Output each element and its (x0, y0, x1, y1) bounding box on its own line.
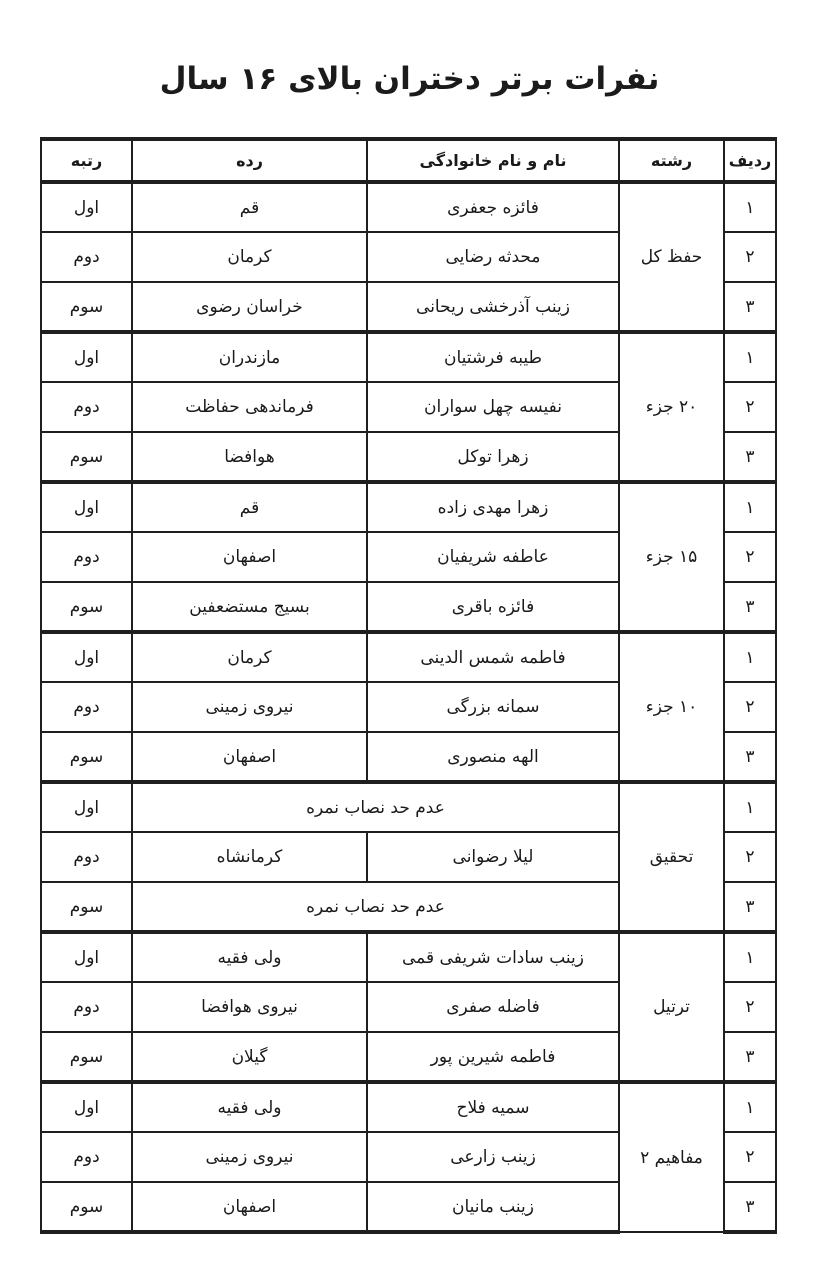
cell-unit: فرماندهی حفاظت (132, 382, 367, 432)
cell-full-name: زینب سادات شریفی قمی (367, 932, 619, 982)
cell-rank: اول (41, 632, 132, 682)
table-row (41, 632, 776, 682)
cell-full-name: الهه منصوری (367, 732, 619, 782)
top-performers-table (40, 137, 777, 1234)
cell-full-name: طیبه فرشتیان (367, 332, 619, 382)
cell-rank: سوم (41, 882, 132, 932)
cell-discipline: ۱۵ جزء (619, 482, 724, 632)
cell-radif: ۱ (724, 932, 776, 982)
cell-radif: ۳ (724, 882, 776, 932)
cell-full-name: فاطمه شمس الدینی (367, 632, 619, 682)
cell-full-name: زهرا توکل (367, 432, 619, 482)
cell-full-name: لیلا رضوانی (367, 832, 619, 882)
cell-rank: دوم (41, 832, 132, 882)
cell-rank: سوم (41, 1032, 132, 1082)
cell-full-name: فاطمه شیرین پور (367, 1032, 619, 1082)
cell-rank: دوم (41, 1132, 132, 1182)
cell-rank: اول (41, 482, 132, 532)
cell-rank: دوم (41, 382, 132, 432)
column-header-rade: رده (132, 139, 367, 182)
cell-unit: اصفهان (132, 1182, 367, 1232)
cell-unit: بسیج مستضعفین (132, 582, 367, 632)
cell-radif: ۲ (724, 832, 776, 882)
cell-radif: ۳ (724, 732, 776, 782)
cell-unit: هوافضا (132, 432, 367, 482)
table-header-row (41, 139, 776, 182)
cell-unit: کرمانشاه (132, 832, 367, 882)
cell-full-name: زهرا مهدی زاده (367, 482, 619, 532)
cell-full-name: زینب زارعی (367, 1132, 619, 1182)
cell-radif: ۱ (724, 632, 776, 682)
cell-rank: دوم (41, 682, 132, 732)
table-row (41, 482, 776, 532)
cell-rank: اول (41, 332, 132, 382)
cell-unit: مازندران (132, 332, 367, 382)
cell-unit: کرمان (132, 232, 367, 282)
cell-radif: ۱ (724, 182, 776, 232)
cell-rank: سوم (41, 1182, 132, 1232)
cell-radif: ۳ (724, 1182, 776, 1232)
cell-radif: ۳ (724, 282, 776, 332)
cell-unit: نیروی زمینی (132, 682, 367, 732)
cell-discipline: ۲۰ جزء (619, 332, 724, 482)
column-header-rotbe: رتبه (41, 139, 132, 182)
cell-full-name: عاطفه شریفیان (367, 532, 619, 582)
cell-discipline: حفظ کل (619, 182, 724, 332)
cell-radif: ۱ (724, 482, 776, 532)
cell-rank: سوم (41, 282, 132, 332)
cell-merged-note: عدم حد نصاب نمره (132, 782, 619, 832)
cell-unit: ولی فقیه (132, 932, 367, 982)
cell-rank: دوم (41, 532, 132, 582)
cell-rank: سوم (41, 732, 132, 782)
cell-unit: کرمان (132, 632, 367, 682)
cell-discipline: مفاهیم ۲ (619, 1082, 724, 1232)
cell-radif: ۳ (724, 1032, 776, 1082)
cell-unit: گیلان (132, 1032, 367, 1082)
cell-discipline: ۱۰ جزء (619, 632, 724, 782)
column-header-name: نام و نام خانوادگی (367, 139, 619, 182)
cell-merged-note: عدم حد نصاب نمره (132, 882, 619, 932)
cell-full-name: نفیسه چهل سواران (367, 382, 619, 432)
cell-rank: سوم (41, 432, 132, 482)
cell-radif: ۲ (724, 532, 776, 582)
cell-full-name: زینب مانیان (367, 1182, 619, 1232)
cell-rank: دوم (41, 232, 132, 282)
table-row (41, 1082, 776, 1132)
cell-rank: دوم (41, 982, 132, 1032)
table-body (41, 182, 776, 1232)
table-row (41, 332, 776, 382)
cell-rank: اول (41, 782, 132, 832)
cell-unit: اصفهان (132, 732, 367, 782)
table-header (41, 139, 776, 182)
cell-unit: قم (132, 482, 367, 532)
cell-full-name: سمیه فلاح (367, 1082, 619, 1132)
cell-unit: نیروی هوافضا (132, 982, 367, 1032)
cell-radif: ۱ (724, 332, 776, 382)
cell-radif: ۲ (724, 1132, 776, 1182)
table-row (41, 182, 776, 232)
cell-rank: سوم (41, 582, 132, 632)
cell-unit: نیروی زمینی (132, 1132, 367, 1182)
cell-unit: قم (132, 182, 367, 232)
table-row (41, 782, 776, 832)
cell-radif: ۲ (724, 982, 776, 1032)
cell-rank: اول (41, 932, 132, 982)
cell-full-name: سمانه بزرگی (367, 682, 619, 732)
cell-radif: ۱ (724, 1082, 776, 1132)
cell-radif: ۲ (724, 682, 776, 732)
page-title: نفرات برتر دختران بالای ۱۶ سال (159, 60, 660, 97)
cell-radif: ۳ (724, 432, 776, 482)
cell-unit: اصفهان (132, 532, 367, 582)
cell-full-name: فائزه باقری (367, 582, 619, 632)
cell-unit: خراسان رضوی (132, 282, 367, 332)
cell-unit: ولی فقیه (132, 1082, 367, 1132)
cell-rank: اول (41, 1082, 132, 1132)
column-header-reshte: رشته (619, 139, 724, 182)
table-row (41, 932, 776, 982)
cell-radif: ۲ (724, 382, 776, 432)
cell-full-name: فاضله صفری (367, 982, 619, 1032)
cell-full-name: فائزه جعفری (367, 182, 619, 232)
cell-rank: اول (41, 182, 132, 232)
cell-full-name: زینب آذرخشی ریحانی (367, 282, 619, 332)
cell-discipline: ترتیل (619, 932, 724, 1082)
cell-discipline: تحقیق (619, 782, 724, 932)
column-header-radif: ردیف (724, 139, 776, 182)
cell-radif: ۳ (724, 582, 776, 632)
cell-radif: ۲ (724, 232, 776, 282)
results-table-container (42, 137, 777, 1234)
cell-radif: ۱ (724, 782, 776, 832)
cell-full-name: محدثه رضایی (367, 232, 619, 282)
